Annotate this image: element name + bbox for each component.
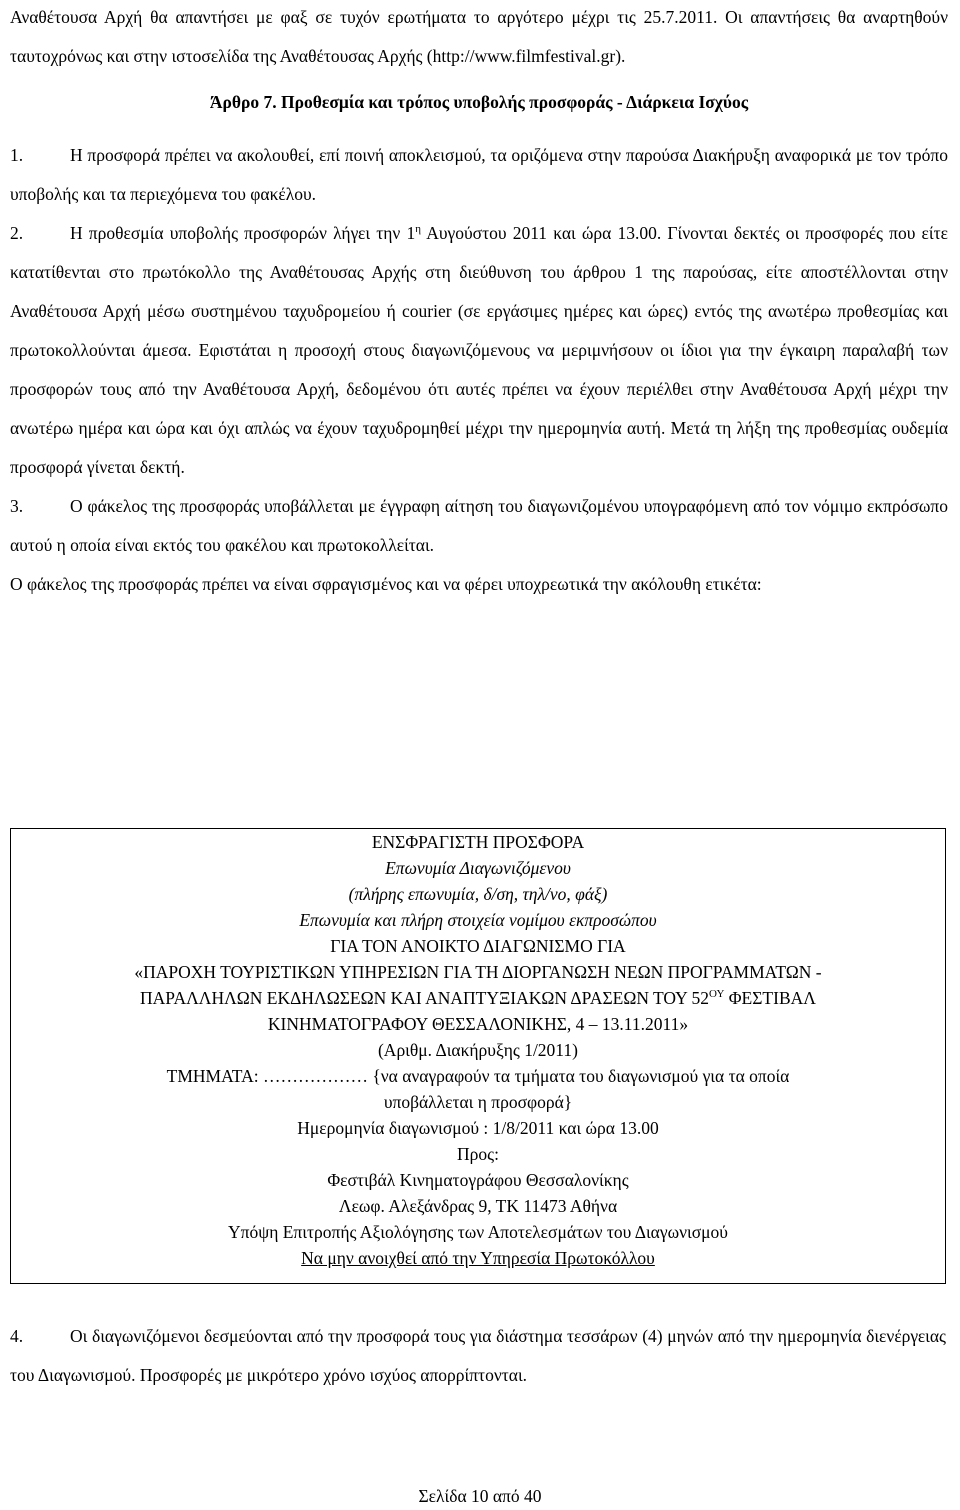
item-2-superscript: η	[415, 223, 422, 236]
label-line-11: υποβάλλεται η προσφορά}	[383, 1092, 573, 1112]
label-line-7-a: ΠΑΡΑΛΛΗΛΩΝ ΕΚΔΗΛΩΣΕΩΝ ΚΑΙ ΑΝΑΠΤΥΞΙΑΚΩΝ ΔΡΑΣΕΩΝ ΤΟΥ 52	[140, 988, 710, 1008]
label-line-15: Λεωφ. Αλεξάνδρας 9, ΤΚ 11473 Αθήνα	[338, 1196, 618, 1216]
item-4-number: 4.	[10, 1326, 24, 1346]
page-footer: Σελίδα 10 από 40	[418, 1486, 542, 1506]
intro-paragraph: Αναθέτουσα Αρχή θα απαντήσει με φαξ σε τυχόν ερωτήματα το αργότερο μέχρι τις 25.7.2011. Οι απαντήσεις θα αναρτηθούν ταυτοχρόνως και στην ιστοσελίδα της Αναθέτουσας Αρχής (http://www.filmfestival.gr).	[10, 7, 948, 66]
item-1-number: 1.	[10, 145, 24, 165]
label-line-13: Προς:	[457, 1144, 499, 1164]
item-3-text: Ο φάκελος της προσφοράς υποβάλλεται με έγγραφη αίτηση του διαγωνιζομένου υπογραφόμενη από τον νόμιμο εκπρόσωπο αυτού η οποία είναι εκτός του φακέλου και πρωτοκολλείται.	[10, 496, 948, 555]
item-1-text: Η προσφορά πρέπει να ακολουθεί, επί ποινή αποκλεισμού, τα οριζόμενα στην παρούσα Διακήρυξη αναφορικά με τον τρόπο υποβολής και τα περιεχόμενα του φακέλου.	[10, 145, 948, 204]
label-line-8: ΚΙΝΗΜΑΤΟΓΡΑΦΟΥ ΘΕΣΣΑΛΟΝΙΚΗΣ, 4 – 13.11.2011»	[267, 1014, 689, 1034]
label-line-1: ΕΝΣΦΡΑΓΙΣΤΗ ΠΡΟΣΦΟΡΑ	[371, 832, 585, 852]
envelope-label-box	[10, 828, 946, 1284]
envelope-paragraph: Ο φάκελος της προσφοράς πρέπει να είναι σφραγισμένος και να φέρει υποχρεωτικά την ακόλουθη ετικέτα:	[10, 574, 762, 594]
label-line-17: Να μην ανοιχθεί από την Υπηρεσία Πρωτοκόλλου	[301, 1248, 655, 1268]
label-line-7-sup: ΟΥ	[709, 988, 725, 1001]
item-2	[10, 214, 948, 487]
item-2-number: 2.	[10, 223, 24, 243]
item-3-number: 3.	[10, 496, 24, 516]
label-line-4: Επωνυμία και πλήρη στοιχεία νομίμου εκπροσώπου	[299, 910, 657, 930]
label-line-7	[11, 985, 945, 1011]
label-line-14: Φεστιβάλ Κινηματογράφου Θεσσαλονίκης	[327, 1170, 629, 1190]
label-line-12: Ημερομηνία διαγωνισμού : 1/8/2011 και ώρα 13.00	[297, 1118, 659, 1138]
label-line-2: Επωνυμία Διαγωνιζόμενου	[385, 858, 571, 878]
article-heading: Άρθρο 7. Προθεσμία και τρόπος υποβολής προσφοράς - Διάρκεια Ισχύος	[209, 92, 749, 112]
item-4-text: Οι διαγωνιζόμενοι δεσμεύονται από την προσφορά τους για διάστημα τεσσάρων (4) μηνών από την ημερομηνία διενέργειας του Διαγωνισμού. Προσφορές με μικρότερο χρόνο ισχύος απορρίπτονται.	[10, 1326, 946, 1385]
label-line-5: ΓΙΑ ΤΟΝ ΑΝΟΙΚΤΟ ΔΙΑΓΩΝΙΣΜΟ ΓΙΑ	[330, 936, 626, 956]
item-3	[10, 487, 948, 565]
item-2-text-a: Η προθεσμία υποβολής προσφορών λήγει την 1	[70, 223, 416, 243]
label-line-6: «ΠΑΡΟΧΗ ΤΟΥΡΙΣΤΙΚΩΝ ΥΠΗΡΕΣΙΩΝ ΓΙΑ ΤΗ ΔΙΟΡΓΑΝΩΣΗ ΝΕΩΝ ΠΡΟΓΡΑΜΜΑΤΩΝ -	[134, 962, 822, 982]
label-line-3: (πλήρης επωνυμία, δ/ση, τηλ/νο, φάξ)	[348, 884, 608, 904]
item-1	[10, 136, 948, 214]
label-line-16: Υπόψη Επιτροπής Αξιολόγησης των Αποτελεσμάτων του Διαγωνισμού	[228, 1222, 728, 1242]
document-page	[10, 0, 948, 1385]
item-4	[10, 1317, 946, 1395]
label-line-10: ΤΜΗΜΑΤΑ: ……………… {να αναγραφούν τα τμήματα του διαγωνισμού για τα οποία	[166, 1066, 790, 1086]
label-line-7-b: ΦΕΣΤΙΒΑΛ	[724, 988, 816, 1008]
label-line-9: (Αριθμ. Διακήρυξης 1/2011)	[377, 1040, 578, 1060]
item-2-text-b: Αυγούστου 2011 και ώρα 13.00. Γίνονται δεκτές οι προσφορές που είτε κατατίθενται στο πρωτόκολλο της Αναθέτουσας Αρχής στη διεύθυνση του άρθρου 1 της παρούσας, είτε αποστέλλονται στην Αναθέτουσα Αρχή μέσω συστημένου ταχυδρομείου ή courier (σε εργάσιμες ημέρες και ώρες) εντός της ανωτέρω προθεσμίας και πρωτοκολλούνται άμεσα. Εφιστάται η προσοχή στους διαγωνιζόμενους να μεριμνήσουν οι ίδιοι για την έγκαιρη παραλαβή των προσφορών τους από την Αναθέτουσα Αρχή, δεδομένου ότι αυτές πρέπει να έχουν περιέλθει στην Αναθέτουσα Αρχή μέχρι την ανωτέρω ημέρα και ώρα και όχι απλώς να έχουν ταχυδρομηθεί μέχρι την ημερομηνία αυτή. Μετά τη λήξη της προθεσμίας ουδεμία προσφορά γίνεται δεκτή.	[10, 223, 948, 477]
